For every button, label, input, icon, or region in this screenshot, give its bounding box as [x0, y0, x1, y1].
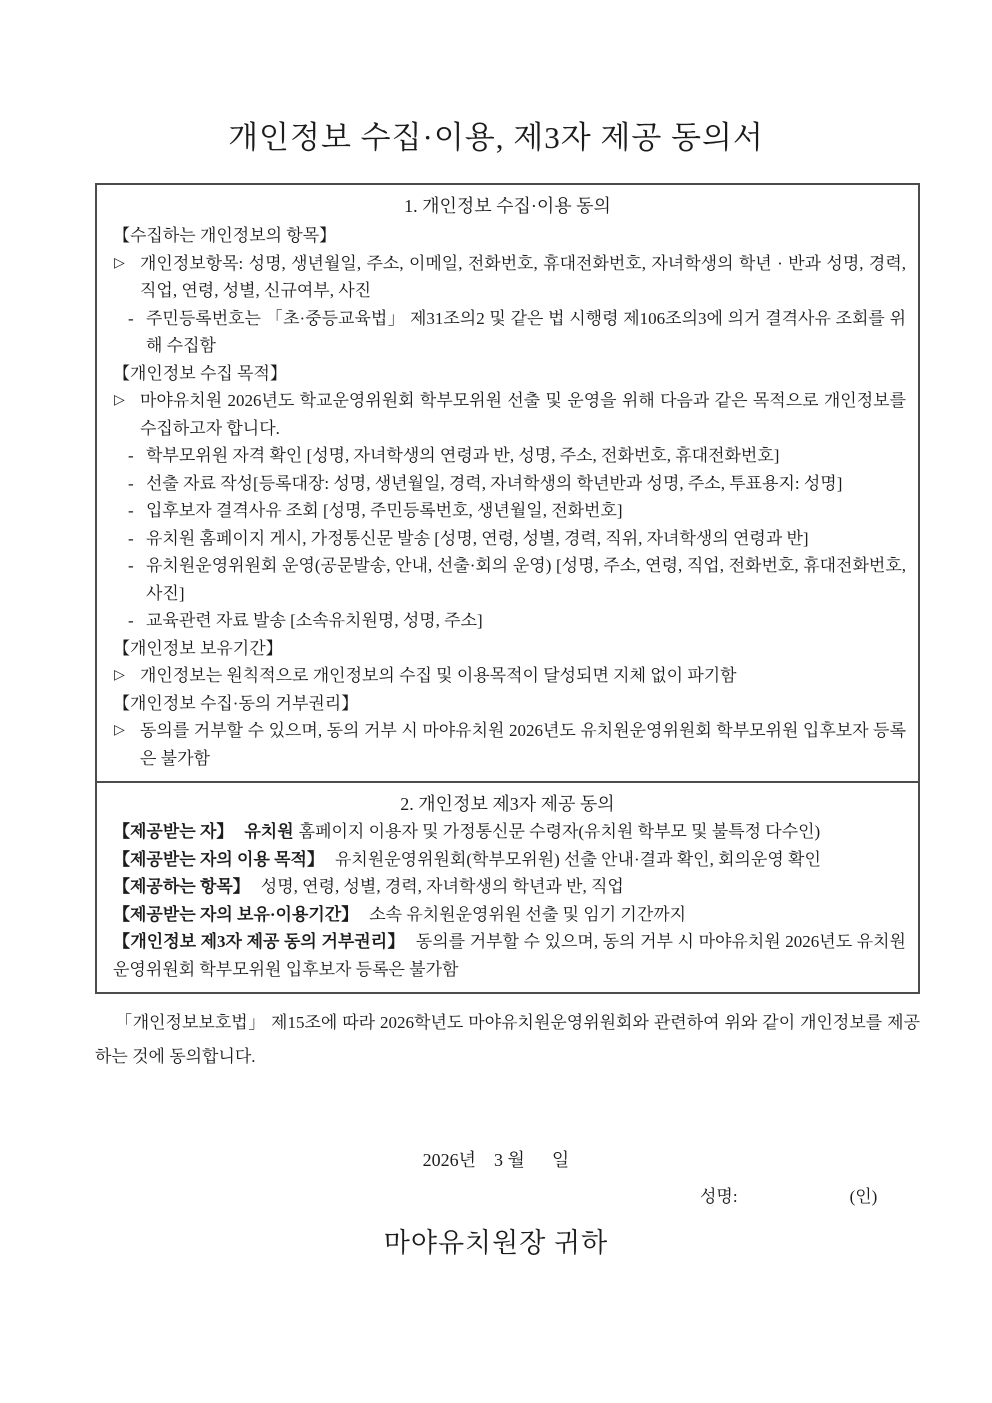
section1-heading: 1. 개인정보 수집·이용 동의: [404, 196, 611, 216]
dash-bullet-icon: -: [128, 556, 134, 575]
section-third-party: [97, 781, 918, 992]
list-item: [113, 552, 906, 607]
list-item-text: 동의를 거부할 수 있으며, 동의 거부 시 마야유치원 2026년도 유치원운영위원회 학부모위원 입후보자 등록은 불가함: [140, 721, 906, 768]
list-item: [113, 690, 906, 718]
arrow-bullet-icon: ▷: [114, 723, 125, 738]
list-item-text: 마야유치원 2026년도 학교운영위원회 학부모위원 선출 및 운영을 위해 다음과 같은 목적으로 개인정보를 수집하고자 합니다.: [140, 391, 906, 438]
list-item: [113, 662, 906, 690]
list-item-text: 유치원운영위원회 운영(공문발송, 안내, 선출·회의 운영) [성명, 주소, 연령, 직업, 전화번호, 휴대전화번호, 사진]: [146, 556, 906, 603]
list-item: [113, 387, 906, 442]
agreement-paragraph: 「개인정보보호법」 제15조에 따라 2026학년도 마야유치원운영위원회와 관련하여 위와 같이 개인정보를 제공하는 것에 동의합니다.: [95, 1013, 920, 1066]
signature-name-label: 성명:: [700, 1187, 738, 1206]
dash-bullet-icon: -: [128, 308, 134, 328]
row-text: 홈페이지 이용자 및 가정통신문 수령자(유치원 학부모 및 불특정 다수인): [298, 822, 821, 841]
row-label: 【제공받는 자】: [113, 822, 234, 841]
labeled-row: [113, 846, 906, 874]
list-item: [113, 360, 906, 388]
labeled-row: [113, 901, 906, 929]
list-item: [113, 470, 906, 498]
arrow-bullet-icon: ▷: [114, 668, 125, 683]
dash-bullet-icon: -: [128, 611, 134, 630]
list-item-text: 교육관련 자료 발송 [소속유치원명, 성명, 주소]: [146, 611, 483, 630]
row-text: 성명, 연령, 성별, 경력, 자녀학생의 학년과 반, 직업: [260, 877, 624, 896]
consent-box: [95, 183, 920, 994]
labeled-row: [113, 928, 906, 983]
list-item: [113, 222, 906, 250]
signature-line: [700, 1182, 992, 1207]
document-title: 개인정보 수집·이용, 제3자 제공 동의서: [228, 120, 764, 155]
list-item: [113, 607, 906, 635]
row-text: 유치원운영위원회(학부모위원) 선출 안내·결과 확인, 회의운영 확인: [334, 849, 821, 869]
dash-bullet-icon: -: [128, 446, 134, 465]
list-item-text: 【개인정보 수집·동의 거부권리】: [113, 693, 359, 713]
section-collection-use: [97, 185, 918, 781]
row-label: 【제공하는 항목】: [113, 877, 250, 896]
labeled-row: [113, 818, 906, 846]
recipient-line: 마야유치원장 귀하: [383, 1228, 609, 1258]
list-item-text: 선출 자료 작성[등록대장: 성명, 생년월일, 경력, 자녀학생의 학년반과 성명, 주소, 투표용지: 성명]: [146, 473, 843, 493]
list-item-text: 개인정보는 원칙적으로 개인정보의 수집 및 이용목적이 달성되면 지체 없이 파기함: [140, 666, 737, 685]
arrow-bullet-icon: ▷: [114, 255, 125, 271]
list-item-text: 유치원 홈페이지 게시, 가정통신문 발송 [성명, 연령, 성별, 경력, 직위, 자녀학생의 연령과 반]: [146, 528, 809, 548]
list-item: [113, 497, 906, 525]
section2-body: [97, 818, 918, 992]
dash-bullet-icon: -: [128, 473, 134, 493]
row-label: 【제공받는 자의 이용 목적】: [113, 849, 324, 869]
dash-bullet-icon: -: [128, 528, 134, 548]
list-item: [113, 717, 906, 772]
row-label: 【제공받는 자의 보유·이용기간】: [113, 904, 359, 924]
list-item: [113, 525, 906, 553]
row-text: 동의를 거부할 수 있으며, 동의 거부 시 마야유치원 2026년도 유치원운영위원회 학부모위원 입후보자 등록은 불가함: [113, 932, 906, 979]
row-bold-lead: 유치원: [244, 822, 294, 841]
list-item-text: 개인정보항목: 성명, 생년월일, 주소, 이메일, 전화번호, 휴대전화번호, 자녀학생의 학년 · 반과 성명, 경력, 직업, 연령, 성별, 신규여부, 사진: [140, 253, 906, 300]
section2-heading: 2. 개인정보 제3자 제공 동의: [400, 794, 615, 814]
list-item: [113, 305, 906, 360]
list-item: [113, 442, 906, 470]
signature-seal-label: (인): [849, 1187, 878, 1206]
date-line: 2026년 3 월 일: [422, 1150, 570, 1170]
list-item-text: 【수집하는 개인정보의 항목】: [113, 226, 337, 245]
list-item-text: 【개인정보 수집 목적】: [113, 363, 287, 383]
list-item-text: 【개인정보 보유기간】: [113, 638, 283, 658]
list-item-text: 주민등록번호는 「초·중등교육법」 제31조의2 및 같은 법 시행령 제106조의3에 의거 결격사유 조회를 위해 수집함: [146, 308, 906, 355]
list-item: [113, 635, 906, 663]
list-item: [113, 250, 906, 305]
section1-body: [97, 220, 918, 781]
row-text: 소속 유치원운영위원 선출 및 임기 기간까지: [369, 904, 687, 924]
list-item-text: 학부모위원 자격 확인 [성명, 자녀학생의 연령과 반, 성명, 주소, 전화번호, 휴대전화번호]: [146, 446, 780, 465]
arrow-bullet-icon: ▷: [114, 393, 125, 408]
labeled-row: [113, 873, 906, 901]
list-item-text: 입후보자 결격사유 조회 [성명, 주민등록번호, 생년월일, 전화번호]: [146, 501, 623, 520]
row-label: 【개인정보 제3자 제공 동의 거부권리】: [113, 932, 405, 951]
dash-bullet-icon: -: [128, 501, 134, 520]
